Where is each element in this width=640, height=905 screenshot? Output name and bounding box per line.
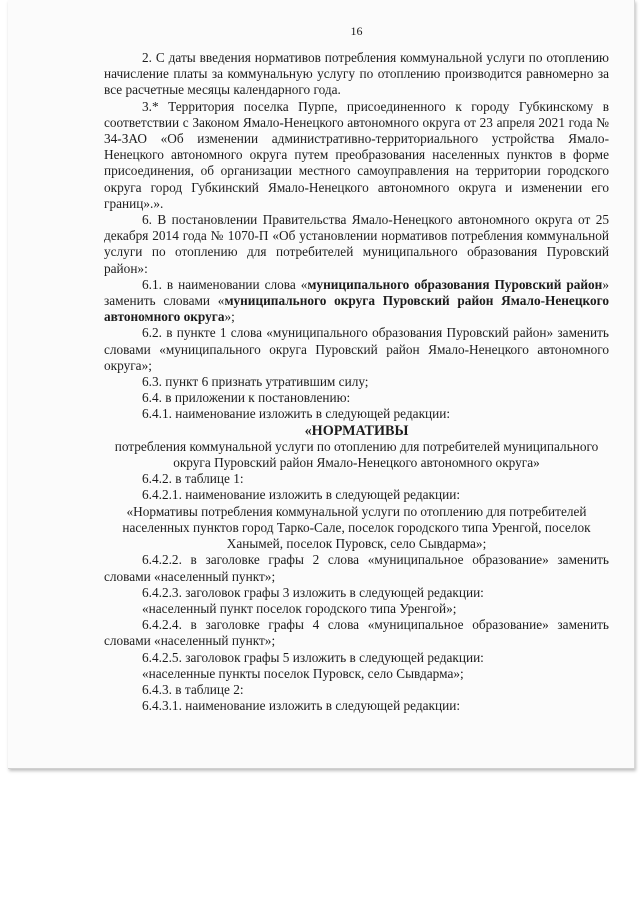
paragraph-6-4: 6.4. в приложении к постановлению: (142, 390, 351, 406)
text-run: » заменить словами « (104, 276, 609, 309)
text-run: 6.1. в наименовании слова « (142, 276, 308, 292)
paragraph-6-2: 6.2. в пункте 1 слова «муниципального образования Пуровский район» заменить словами «муниципального округа Пуровский район Ямало-Ненецкого автономного округа»; (104, 325, 609, 373)
paragraph-6-4-2: 6.4.2. в таблице 1: (142, 471, 244, 487)
paragraph-6-4-2-4: 6.4.2.4. в заголовке графы 4 слова «муниципальное образование» заменить словами «населенный пункт»; (104, 617, 609, 649)
paragraph-6-4-2-3: 6.4.2.3. заголовок графы 3 изложить в следующей редакции: (142, 584, 484, 600)
paragraph-2: 2. С даты введения нормативов потребления коммунальной услуги по отоплению начисление платы за коммунальную услугу по отоплению производится равномерно за все расчетные месяцы календарного года. (104, 50, 609, 98)
quoted-column3-title: «населенный пункт поселок городского типа Уренгой»; (142, 600, 457, 616)
paragraph-6-4-2-5: 6.4.2.5. заголовок графы 5 изложить в следующей редакции: (142, 649, 484, 665)
section-heading: «НОРМАТИВЫ (304, 422, 409, 439)
paragraph-6-4-2-2: 6.4.2.2. в заголовке графы 2 слова «муниципальное образование» заменить словами «населенный пункт»; (104, 552, 609, 584)
bold-run: муниципального округа Пуровский район Ямало-Ненецкого автономного округа (104, 293, 609, 325)
paragraph-6: 6. В постановлении Правительства Ямало-Ненецкого автономного округа от 25 декабря 2014 года № 1070-П «Об установлении нормативов потребления коммунальной услуги по отоплению для потребителей муниципального образования Пуровский район»: (104, 212, 609, 276)
paragraph-6-4-3-1: 6.4.3.1. наименование изложить в следующей редакции: (142, 698, 461, 714)
quoted-table1-title: «Нормативы потребления коммунальной услуги по отоплению для потребителей населенных пунктов город Тарко-Сале, поселок городского типа Уренгой, поселок Ханымей, поселок Пуровск, село Сывдарма»; (122, 503, 591, 552)
page-number: 16 (350, 24, 363, 38)
document-sheet (8, 0, 635, 769)
bold-run: муниципального образования Пуровский район (307, 276, 603, 292)
document-body (104, 50, 609, 714)
paragraph-6-4-2-1: 6.4.2.1. наименование изложить в следующей редакции: (142, 487, 461, 503)
section-subheading: потребления коммунальной услуги по отоплению для потребителей муниципального округа Пуровский район Ямало-Ненецкого автономного округа» (114, 438, 599, 471)
document-page (104, 24, 609, 714)
paragraph-6-3: 6.3. пункт 6 признать утратившим силу; (142, 374, 369, 390)
paragraph-6-4-1: 6.4.1. наименование изложить в следующей редакции: (142, 406, 451, 422)
paragraph-6-1 (104, 277, 609, 326)
quoted-column5-title: «населенные пункты поселок Пуровск, село Сывдарма»; (142, 665, 464, 681)
text-run: »; (224, 309, 235, 325)
paragraph-6-4-3: 6.4.3. в таблице 2: (142, 681, 244, 697)
paragraph-3-footnote: 3.* Территория поселка Пурпе, присоединенного к городу Губкинскому в соответствии с Законом Ямало-Ненецкого автономного округа от 23 апреля 2021 года № 34-ЗАО «Об изменении административно-территориального устройства Ямало-Ненецкого автономного округа путем преобразования населенных пунктов в форме присоединения, об организации местного самоуправления на территории городского округа город Губкинский Ямало-Ненецкого автономного округа и изменении его границ».». (104, 98, 609, 211)
